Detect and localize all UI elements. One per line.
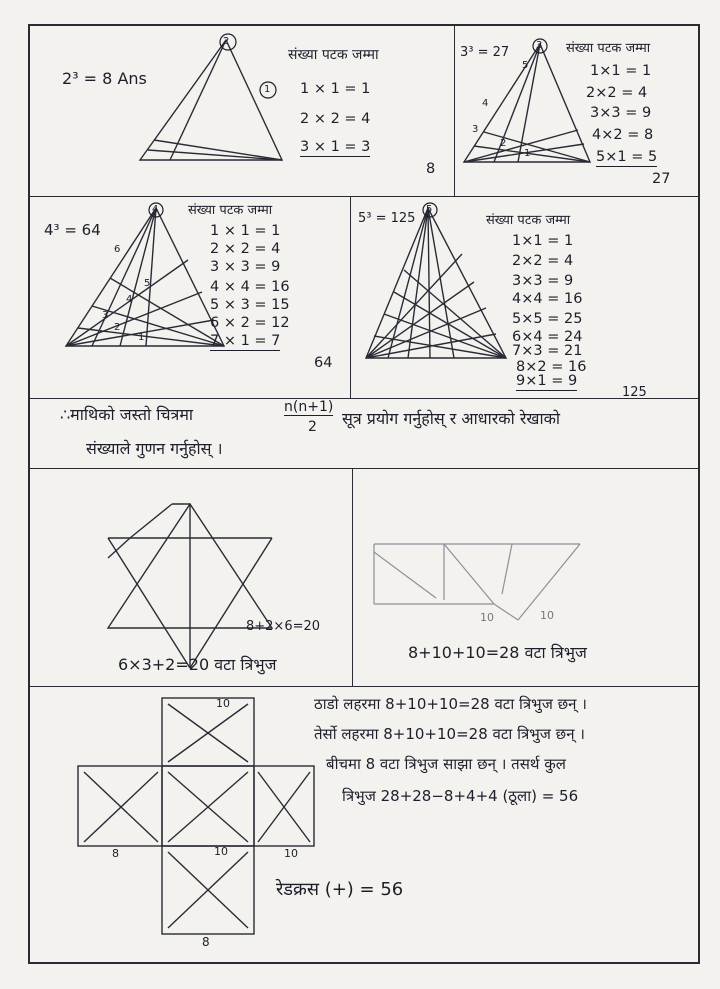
explanation-line: ठाडो लहरमा 8+10+10=28 वटा त्रिभुज छन् ।: [314, 695, 587, 713]
side-label: 1: [264, 84, 271, 95]
instruction-text: सूत्र प्रयोग गर्नुहोस् र आधारको रेखाको: [342, 409, 561, 428]
side-number: 2: [114, 322, 121, 333]
table-total: 125: [622, 385, 647, 400]
table-row: 2×2 = 4: [586, 85, 648, 101]
table-header: संख्या पटक जम्मा: [188, 203, 273, 218]
table-row: 4×4 = 16: [512, 291, 583, 307]
equation: 3³ = 27: [460, 45, 510, 60]
table-row: 1×1 = 1: [512, 233, 574, 249]
side-number: 4: [482, 98, 489, 109]
triangle-figure-1: [30, 26, 450, 196]
side-number: 4: [126, 294, 133, 305]
table-row: 2 × 2 = 4: [300, 111, 371, 127]
instruction-text: संख्याले गुणन गर्नुहोस् ।: [86, 439, 223, 458]
table-row: 7 × 1 = 7: [210, 333, 281, 349]
table-header: संख्या पटक जम्मा: [486, 213, 571, 228]
side-number: 1: [524, 148, 531, 159]
table-row: 3 × 3 = 9: [210, 259, 281, 275]
zigzag-label: 10: [540, 609, 554, 622]
table-row: 5 × 3 = 15: [210, 297, 290, 313]
zigzag-label: 10: [480, 611, 494, 624]
equation: 5³ = 125: [358, 211, 416, 226]
cross-label: 10: [214, 845, 228, 858]
table-header: संख्या पटक जम्मा: [566, 41, 651, 56]
explanation-line: बीचमा 8 वटा त्रिभुज साझा छन् । तसर्थ कुल: [326, 755, 566, 773]
caption: 8+10+10=28 वटा त्रिभुज: [408, 643, 587, 662]
instruction-text: ∴माथिको जस्तो चित्रमा: [60, 405, 194, 424]
equation: 2³ = 8 Ans: [62, 69, 147, 88]
cross-label: 10: [284, 847, 298, 860]
table-row: 3×3 = 9: [590, 105, 652, 121]
count-formula: 8+2×6=20: [246, 619, 321, 634]
corner-label: 3: [536, 40, 543, 51]
table-row: 6 × 2 = 12: [210, 315, 290, 331]
triangle-figure-3: [30, 196, 350, 398]
formula-numerator: n(n+1): [284, 399, 334, 415]
cross-label: 10: [216, 697, 230, 710]
corner-label: 5: [426, 204, 433, 215]
star-figure: [30, 468, 352, 686]
side-number: 3: [102, 310, 109, 321]
table-row: 4×2 = 8: [592, 127, 654, 143]
side-number: 5: [144, 278, 151, 289]
table-row: 4 × 4 = 16: [210, 279, 290, 295]
side-number: 1: [138, 332, 145, 343]
table-row: 5×1 = 5: [596, 149, 658, 165]
table-total: 8: [426, 161, 436, 177]
formula-denominator: 2: [308, 419, 317, 435]
explanation-line: त्रिभुज 28+28−8+4+4 (ठूला) = 56: [342, 787, 579, 805]
table-row: 1×1 = 1: [590, 63, 652, 79]
side-number: 5: [522, 60, 529, 71]
corner-label: 4: [152, 204, 159, 215]
side-number: 3: [472, 124, 479, 135]
side-number: 2: [500, 138, 507, 149]
cross-label: 8: [112, 847, 119, 860]
table-row: 8×2 = 16: [516, 359, 587, 375]
table-row: 1 × 1 = 1: [210, 223, 281, 239]
corner-label: 2: [223, 36, 230, 47]
table-row: 6×4 = 24: [512, 329, 583, 345]
table-row: 2×2 = 4: [512, 253, 574, 269]
divider-row2: [30, 398, 698, 399]
table-row: 7×3 = 21: [512, 343, 583, 359]
table-total: 64: [314, 355, 333, 371]
equation: 4³ = 64: [44, 221, 101, 239]
final-answer: रेडक्रस (+) = 56: [276, 879, 404, 900]
table-row: 9×1 = 9: [516, 373, 578, 389]
side-number: 6: [114, 244, 121, 255]
table-header: संख्या पटक जम्मा: [288, 47, 379, 63]
table-row: 3×3 = 9: [512, 273, 574, 289]
worksheet-page: [28, 24, 700, 964]
red-cross-figure: [30, 686, 330, 966]
caption: 6×3+2=20 वटा त्रिभुज: [118, 655, 277, 674]
explanation-line: तेर्सो लहरमा 8+10+10=28 वटा त्रिभुज छन् ।: [314, 725, 585, 743]
table-row: 1 × 1 = 1: [300, 81, 371, 97]
table-row: 3 × 1 = 3: [300, 139, 371, 155]
table-row: 2 × 2 = 4: [210, 241, 281, 257]
table-total: 27: [652, 171, 671, 187]
cross-label: 8: [202, 935, 210, 949]
table-row: 5×5 = 25: [512, 311, 583, 327]
